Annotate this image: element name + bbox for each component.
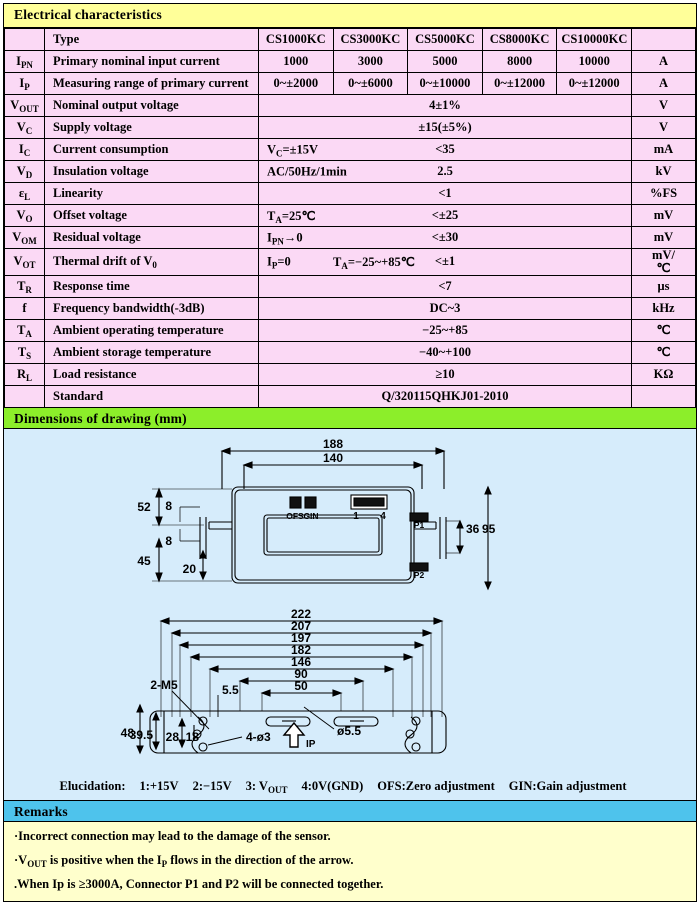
row-unit: mV/ ℃ (632, 249, 696, 276)
header-unit-cell (632, 29, 696, 51)
table-header-row (5, 29, 696, 51)
row-parameter: Nominal output voltage (45, 95, 259, 117)
dim-8-upper: 8 (165, 498, 172, 513)
elucidation-item-1: 1:+15V (139, 779, 179, 793)
row-symbol: $R_L$ (5, 363, 45, 385)
row-parameter: Standard (45, 385, 259, 407)
row-value: 0~±2000 (259, 73, 334, 95)
row-value: ≥10 (435, 366, 455, 381)
row-parameter: Thermal drift of $V_0$ (45, 249, 259, 276)
table-row (5, 249, 696, 276)
remark-item: $\cdot V_{OUT}$ is positive when the $I_P$ flows in the direction of the arrow. (14, 853, 354, 869)
row-condition: $T_A=25℃$ (267, 208, 316, 225)
row-value: −25~+85 (422, 322, 468, 337)
row-value: 0~±12000 (557, 73, 632, 95)
row-symbol: $V_{OT}$ (5, 249, 45, 276)
table-row (5, 51, 696, 73)
electrical-characteristics-header: Electrical characteristics (4, 4, 696, 28)
row-unit (632, 385, 696, 407)
row-unit: A (632, 51, 696, 73)
row-value: <±25 (431, 208, 459, 222)
dim-48: 48 (120, 725, 134, 740)
dim-28: 28 (165, 729, 179, 744)
row-parameter: Ambient operating temperature (45, 319, 259, 341)
elucidation-item-2: 2:−15V (192, 779, 232, 793)
row-condition: AC/50Hz/1min (267, 164, 347, 178)
row-value: Q/320115QHKJ01-2010 (381, 388, 509, 403)
label-ip-arrow: IP (306, 738, 316, 750)
row-parameter: Response time (45, 275, 259, 297)
row-symbol: f (5, 297, 45, 319)
table-row (5, 297, 696, 319)
dim-52: 52 (137, 499, 151, 514)
row-symbol: $T_S$ (5, 341, 45, 363)
row-unit: V (632, 95, 696, 117)
dim-188: 188 (322, 436, 344, 451)
model-header-4: CS10000KC (557, 29, 632, 51)
row-parameter: Measuring range of primary current (45, 73, 259, 95)
row-value: 5000 (408, 51, 483, 73)
table-row (5, 227, 696, 249)
table-row (5, 275, 696, 297)
elucidation-title: Elucidation: (59, 779, 126, 793)
row-unit: ℃ (632, 341, 696, 363)
row-unit: ℃ (632, 319, 696, 341)
label-pin-4: 4 (380, 510, 386, 522)
row-symbol (5, 385, 45, 407)
row-value-cell (259, 227, 632, 249)
dim-140: 140 (322, 450, 344, 465)
row-parameter: Current consumption (45, 139, 259, 161)
row-symbol: $I_C$ (5, 139, 45, 161)
row-value-cell (259, 183, 632, 205)
row-symbol: $T_A$ (5, 319, 45, 341)
dim-207: 207 (290, 618, 312, 633)
row-symbol: $I_P$ (5, 73, 45, 95)
label-p2: P2 (413, 569, 425, 580)
dim-18: 18 (185, 729, 199, 744)
row-condition: $V_C=\pm 15V$ (267, 142, 319, 158)
row-value: <7 (438, 278, 452, 293)
table-row (5, 319, 696, 341)
elucidation-item-6: GIN:Gain adjustment (508, 779, 627, 793)
row-symbol: $T_R$ (5, 275, 45, 297)
row-unit: A (632, 73, 696, 95)
row-unit: kV (632, 161, 696, 183)
row-value-cell (259, 95, 632, 117)
row-value: DC~3 (429, 300, 461, 315)
row-condition: $I_P=0$ (267, 254, 291, 271)
row-unit: mA (632, 139, 696, 161)
row-value-cell (259, 363, 632, 385)
row-symbol: $V_{OM}$ (5, 227, 45, 249)
elucidation-item-4: 4:0V(GND) (301, 779, 364, 793)
row-parameter: Residual voltage (45, 227, 259, 249)
row-value: 0~±12000 (482, 73, 557, 95)
row-value: <35 (435, 142, 455, 156)
dim-95: 95 (482, 521, 496, 536)
row-value: 1000 (259, 51, 334, 73)
header-type-cell: Type (45, 29, 259, 51)
dim-45: 45 (137, 553, 151, 568)
model-header-1: CS3000KC (333, 29, 408, 51)
row-symbol: $V_O$ (5, 205, 45, 227)
row-parameter: Ambient storage temperature (45, 341, 259, 363)
label-p1: P1 (413, 519, 425, 530)
dim-90: 90 (294, 666, 308, 681)
row-value: 0~±10000 (408, 73, 483, 95)
model-header-3: CS8000KC (482, 29, 557, 51)
table-row (5, 161, 696, 183)
row-parameter: Supply voltage (45, 117, 259, 139)
table-row (5, 183, 696, 205)
model-header-2: CS5000KC (408, 29, 483, 51)
row-value-cell (259, 385, 632, 407)
row-value-cell (259, 139, 632, 161)
row-parameter: Insulation voltage (45, 161, 259, 183)
row-value-cell (259, 161, 632, 183)
row-value-cell (259, 117, 632, 139)
dim-20: 20 (182, 561, 196, 576)
table-row (5, 117, 696, 139)
row-value: 4±1% (429, 98, 461, 112)
dim-5-5: 5.5 (222, 682, 239, 697)
row-value: ±15(±5%) (418, 120, 472, 134)
row-parameter: Frequency bandwidth(-3dB) (45, 297, 259, 319)
row-value-cell (259, 275, 632, 297)
elucidation-line (4, 779, 696, 794)
remarks-body (4, 822, 696, 901)
table-row (5, 205, 696, 227)
callout-4-d3: 4-ø3 (246, 729, 271, 744)
datasheet-page (3, 3, 697, 902)
row-parameter: Linearity (45, 183, 259, 205)
row-value: 0~±6000 (333, 73, 408, 95)
table-row (5, 341, 696, 363)
row-parameter: Load resistance (45, 363, 259, 385)
row-value: 10000 (557, 51, 632, 73)
dim-8-lower: 8 (165, 533, 172, 548)
row-symbol: $\varepsilon_L$ (5, 183, 45, 205)
dim-50: 50 (294, 678, 308, 693)
dimension-drawing-area (4, 429, 696, 802)
row-value: <±30 (431, 230, 459, 244)
row-value: <1 (438, 186, 452, 200)
dim-222: 222 (290, 606, 312, 621)
row-symbol: $V_C$ (5, 117, 45, 139)
callout-d5-5: ø5.5 (337, 723, 362, 738)
table-row (5, 73, 696, 95)
dim-39-5: 39.5 (129, 727, 153, 742)
table-row (5, 95, 696, 117)
row-unit: KΩ (632, 363, 696, 385)
dim-197: 197 (290, 630, 312, 645)
model-header-0: CS1000KC (259, 29, 334, 51)
row-unit: kHz (632, 297, 696, 319)
row-condition-2: $T_A=-25\sim+85℃$ (333, 254, 415, 271)
row-unit: V (632, 117, 696, 139)
row-value: 8000 (482, 51, 557, 73)
label-pin-1: 1 (353, 510, 359, 522)
electrical-characteristics-table (4, 28, 696, 408)
row-value-cell (259, 341, 632, 363)
mechanical-drawing (4, 429, 696, 799)
header-symbol-cell (5, 29, 45, 51)
row-unit: mV (632, 205, 696, 227)
dimensions-header: Dimensions of drawing (mm) (4, 408, 696, 429)
dim-36: 36 (466, 521, 480, 536)
row-value: 2.5 (437, 164, 453, 178)
row-parameter: Offset voltage (45, 205, 259, 227)
row-symbol: $V_D$ (5, 161, 45, 183)
dim-182: 182 (290, 642, 312, 657)
row-symbol: $I_{PN}$ (5, 51, 45, 73)
row-value-cell (259, 205, 632, 227)
row-condition: $I_{PN}\to 0$ (267, 230, 303, 246)
table-row (5, 385, 696, 407)
callout-2-m5: 2-M5 (150, 677, 178, 692)
row-value: −40~+100 (419, 344, 471, 359)
elucidation-item-5: OFS:Zero adjustment (377, 779, 495, 793)
row-value: <±1 (434, 254, 456, 269)
table-row (5, 363, 696, 385)
row-value: 3000 (333, 51, 408, 73)
remark-item: ·Incorrect connection may lead to the damage of the sensor. (14, 829, 331, 843)
row-parameter: Primary nominal input current (45, 51, 259, 73)
row-value-cell (259, 249, 632, 276)
label-gin: GIN (303, 510, 319, 521)
row-symbol: $V_{OUT}$ (5, 95, 45, 117)
row-unit: μs (632, 275, 696, 297)
dim-146: 146 (290, 654, 312, 669)
row-value-cell (259, 319, 632, 341)
row-value-cell (259, 297, 632, 319)
elucidation-item-3: 3: $V_{OUT}$ (245, 779, 288, 795)
table-row (5, 139, 696, 161)
row-unit: mV (632, 227, 696, 249)
remark-item: .When Ip is ≥3000A, Connector P1 and P2 will be connected together. (14, 877, 384, 891)
row-unit: %FS (632, 183, 696, 205)
label-ofs: OFS (286, 510, 304, 521)
remarks-header: Remarks (4, 801, 696, 822)
